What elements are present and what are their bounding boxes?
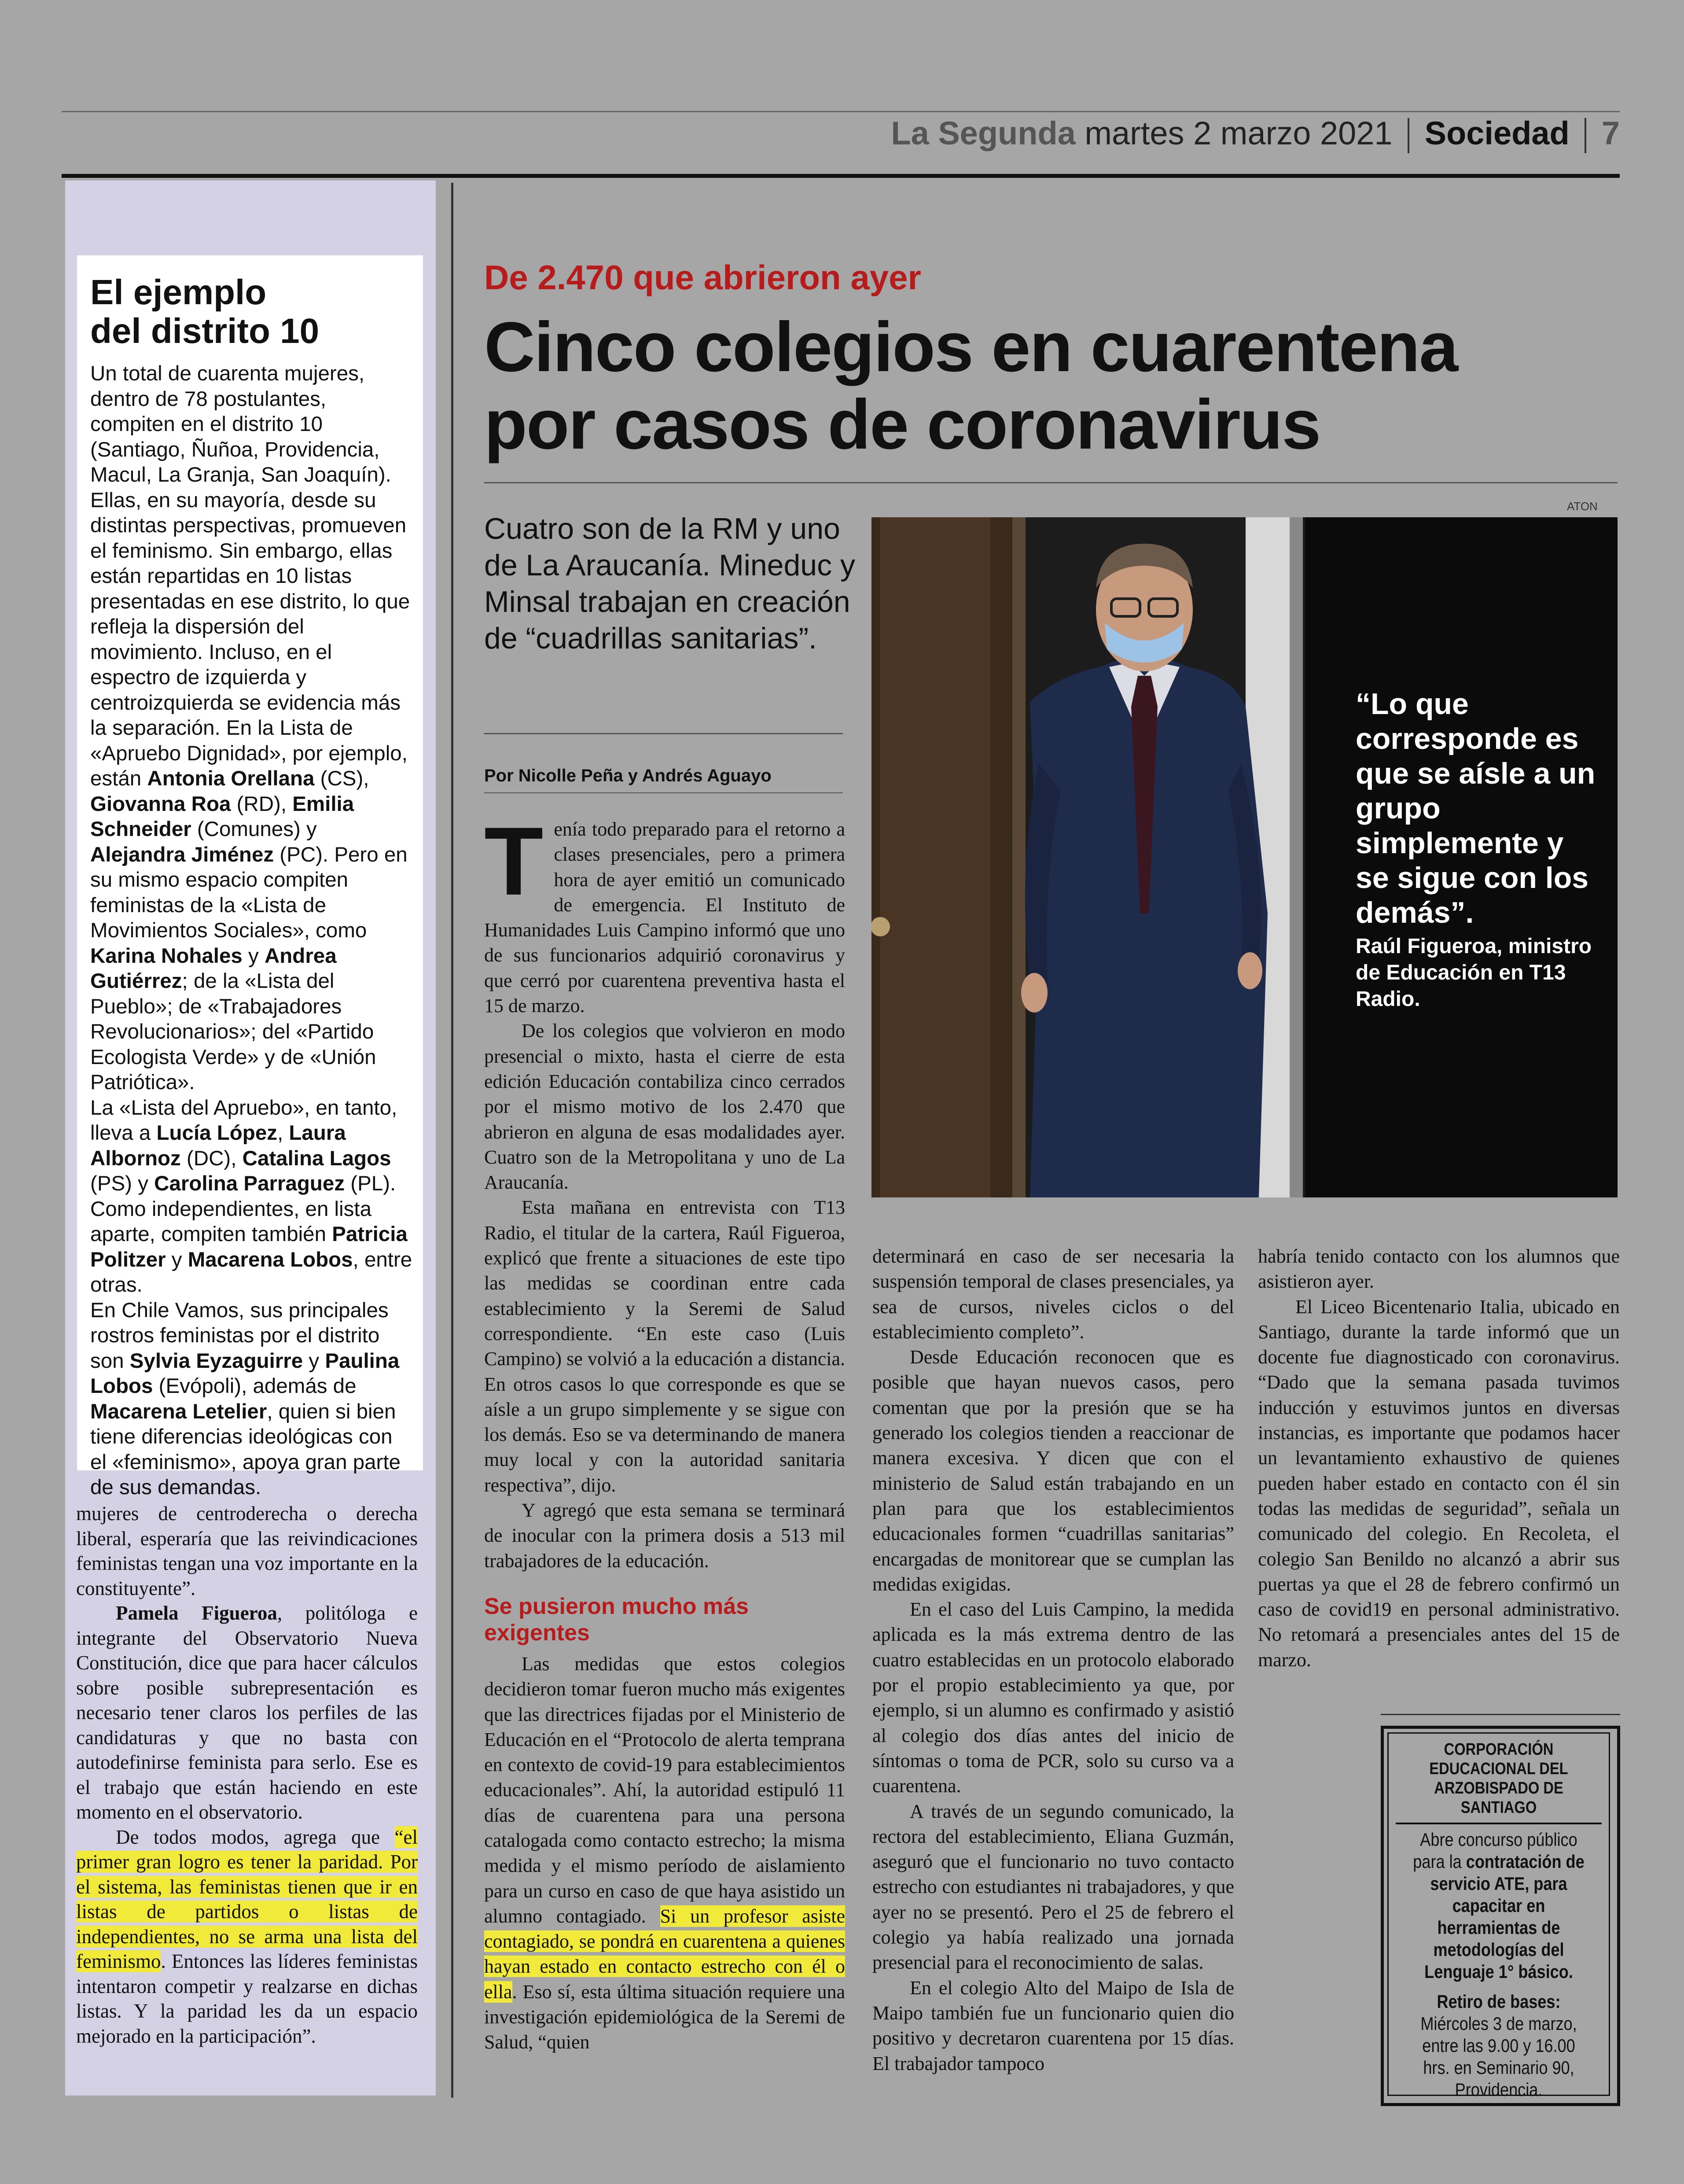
paragraph	[872, 1344, 1234, 1597]
advertisement-inner	[1387, 1732, 1610, 2100]
text-run: (Evópoli), además de	[153, 1374, 357, 1398]
bold-name: Carolina Parraguez	[154, 1172, 345, 1195]
bold-name: Laura Albornoz	[90, 1121, 346, 1170]
column-divider	[451, 183, 453, 2098]
sidebar-continuation	[76, 1501, 418, 2048]
paragraph	[484, 1651, 845, 2055]
header-bottom-rule	[62, 174, 1620, 178]
paragraph	[76, 1601, 418, 1825]
masthead-separator	[1585, 118, 1586, 153]
paragraph	[90, 1298, 414, 1500]
bold-name: Sylvia Eyzaguirre	[129, 1349, 303, 1373]
paragraph	[90, 361, 414, 1095]
paragraph	[484, 1195, 845, 1498]
masthead	[62, 114, 1620, 154]
headline-line: Cinco colegios en cuarentena	[484, 307, 1458, 386]
article-deck: Cuatro son de la RM y uno de La Araucanía. Mineduc y Minsal trabajan en creación de “cuadrillas sanitarias”.	[484, 512, 855, 655]
text-run: (RD),	[231, 792, 293, 816]
text-run: En Chile Vamos, sus principales rostros feministas por el distrito son	[90, 1298, 389, 1373]
ad-top-rule	[1381, 1714, 1620, 1715]
text-run: De los colegios que volvieron en modo presencial o mixto, hasta el cierre de esta edición Educación contabiliza cinco cerrados por el mismo motivo de los 2.470 que abrieron en alguna de esas modalidades ayer. Cuatro son de la Metropolitana y uno de La Araucanía.	[484, 1020, 845, 1193]
masthead-separator	[1408, 118, 1409, 153]
ad-retiro-title: Retiro de bases:	[1437, 1991, 1561, 2012]
sidebar-title-line: del distrito 10	[90, 311, 320, 350]
sidebar-title	[90, 273, 416, 350]
column-1-text	[484, 817, 845, 1573]
text-run: Abre concurso público para la	[1413, 1829, 1577, 1872]
bold-name: contratación de servicio ATE, para capacitar en herramientas de metodologías del Lenguaje 1° básico.	[1424, 1851, 1585, 1982]
ad-retiro-text: Miércoles 3 de marzo, entre las 9.00 y 16.00 hrs. en Seminario 90, Providencia.	[1420, 2013, 1577, 2100]
text-run: Esta mañana en entrevista con T13 Radio, el titular de la cartera, Raúl Figueroa, explicó que frente a situaciones de este tipo las medidas se coordinan entre cada establecimiento y la Seremi de Salud correspondiente. “En este caso (Luis Campino) se volvió a la educación a distancia. En otros casos lo que corresponde es que se aísle a un grupo simplemente y se sigue con los demás. Eso se va determinando de manera muy local y con la autoridad sanitaria respectiva”, dijo.	[484, 1197, 845, 1496]
paragraph	[872, 1244, 1234, 1344]
headline-line: por casos de coronavirus	[484, 385, 1320, 464]
article-headline	[484, 308, 1611, 463]
byline-rule	[484, 792, 843, 793]
bold-name: Patricia Politzer	[90, 1223, 408, 1271]
highlighted-text: Si un profesor asiste contagiado, se pondrá en cuarentena a quienes hayan estado en contacto estrecho con él o ella	[484, 1905, 845, 2003]
bold-name: Macarena Lobos	[188, 1248, 353, 1271]
text-run: y	[165, 1248, 188, 1271]
article-kicker: De 2.470 que abrieron ayer	[484, 258, 921, 297]
text-run: habría tenido contacto con los alumnos que asistieron ayer.	[1258, 1245, 1620, 1293]
text-run: (PL). Como independientes, en lista aparte, compiten también	[90, 1172, 396, 1246]
text-run: En el caso del Luis Campino, la medida aplicada es la más extrema dentro de las cuatro establecidas en un protocolo elaborado por el propio establecimiento ya que, por ejemplo, si un alumno es confirmado y asistió al colegio dos días antes del inicio de síntomas o toma de PCR, solo su curso va a cuarentena.	[872, 1598, 1234, 1797]
pull-quote-attribution: Raúl Figueroa, ministro de Educación en T13 Radio.	[1356, 935, 1592, 1011]
bold-name: Pamela Figueroa	[116, 1602, 277, 1624]
paragraph	[76, 1825, 418, 2049]
drop-cap: T	[484, 817, 544, 915]
article-byline: Por Nicolle Peña y Andrés Aguayo	[484, 766, 772, 785]
bold-name: Giovanna Roa	[90, 792, 231, 816]
text-run: Las medidas que estos colegios decidieron tomar fueron mucho más exigentes que las directrices fijadas por el Ministerio de Educación en el “Protocolo de alerta temprana en contexto de covid-19 para establecimientos educacionales”. Ahí, la autoridad estipuló 11 días de cuarentena para una persona catalogada como contacto estrecho; la misma medida y el mismo período de aislamiento para un curso en caso de que haya asistido un alumno contagiado.	[484, 1653, 845, 1927]
bold-name: Paulina Lobos	[90, 1349, 400, 1398]
text-run: ,	[277, 1121, 289, 1145]
text-run: . Entonces las líderes feministas intentaron competir y realzarse en dichas listas. Y la paridad les da un espacio mejorado en la participación”.	[76, 1950, 418, 2047]
text-run: (CS),	[314, 767, 369, 790]
bold-name: Macarena Letelier	[90, 1400, 267, 1423]
paragraph	[484, 1498, 845, 1573]
text-run: determinará en caso de ser necesaria la suspensión temporal de clases presenciales, ya sea de cursos, niveles ciclos o del establecimiento completo”.	[872, 1245, 1234, 1343]
paragraph	[76, 1501, 418, 1601]
bold-name: Karina Nohales	[90, 944, 243, 968]
article-subhead: Se pusieron mucho más exigentes	[484, 1593, 749, 1646]
text-run: En el colegio Alto del Maipo de Isla de Maipo también fue un funcionario quien dio positivo y decretaron cuarentena por 15 días. El trabajador tampoco	[872, 1977, 1234, 2074]
text-run: , politóloga e integrante del Observatorio Nueva Constitución, dice que para hacer cálculos sobre posible subrepresentación es necesario tener claros los perfiles de las candidaturas y que no basta con autodefinirse feminista para serlo. Ese es el trabajo que están haciendo en este momento en el observatorio.	[76, 1602, 418, 1823]
paragraph	[484, 1018, 845, 1195]
paragraph	[90, 1095, 414, 1298]
text-run: y	[242, 944, 265, 968]
text-run: El Liceo Bicentenario Italia, ubicado en Santiago, durante la tarde informó que un docente fue diagnosticado con coronavirus. “Dado que la semana pasada tuvimos inducción y estuvimos juntos en diversas instancias, es importante que podamos hacer un levantamiento exhaustivo de quienes pueden haber estado en contacto con él sin todas las medidas de seguridad”, señala un comunicado del colegio. En Recoleta, el colegio San Benildo no alcanzó a abrir sus puertas ya que el 28 de febrero confirmó un caso de covid19 en personal administrativo. No retomará a presenciales antes del 15 de marzo.	[1258, 1296, 1620, 1671]
paragraph	[872, 1597, 1234, 1798]
photo-credit: ATON	[1567, 500, 1598, 513]
bold-name: Antonia Orellana	[147, 767, 315, 790]
text-run: y	[303, 1349, 325, 1373]
text-run: (DC),	[180, 1146, 243, 1170]
text-run: , entre otras.	[90, 1248, 412, 1296]
ad-body	[1408, 1829, 1588, 1983]
paragraph	[1258, 1294, 1620, 1672]
text-run: (PC). Pero en su mismo espacio compiten feministas de la «Lista de Movimientos Sociales», como	[90, 843, 408, 942]
text-run: . Eso sí, esta última situación requiere una investigación epidemiológica de la Seremi de Salud, “quien	[484, 1981, 845, 2053]
article-column-1	[484, 817, 845, 2102]
text-run: De todos modos, agrega que	[116, 1826, 395, 1848]
text-run: (PS) y	[90, 1172, 154, 1195]
bold-name: Emilia Schneider	[90, 792, 354, 841]
ad-title: CORPORACIÓN EDUCACIONAL DEL ARZOBISPADO DE SANTIAGO	[1429, 1740, 1568, 1817]
sidebar-body	[90, 361, 414, 1500]
highlighted-text: “el primer gran logro es tener la paridad. Por el sistema, las feministas tienen que ir en listas de partidos o listas de independientes, no se arma una lista del feminismo	[76, 1826, 418, 1972]
paragraph	[1258, 1244, 1620, 1294]
text-run: La «Lista del Apruebo», en tanto, lleva a	[90, 1096, 397, 1145]
column-1b-text	[484, 1651, 845, 2055]
paragraph	[872, 1975, 1234, 2076]
header-top-rule	[62, 111, 1620, 112]
article-column-3	[1258, 1244, 1620, 1684]
text-run: (Comunes) y	[191, 818, 317, 841]
paragraph	[872, 1799, 1234, 1975]
ad-text	[1404, 1829, 1593, 2101]
text-run: enía todo preparado para el retorno a clases presenciales, pero a primera hora de ayer emitió un comunicado de emergencia. El Instituto de Humanidades Luis Campino informó que uno de sus funcionarios adquirió coronavirus y que cerró por cuarentena preventiva hasta el 15 de marzo.	[484, 818, 845, 1017]
text-run: ; de la «Lista del Pueblo»; de «Trabajadores Revolucionarios»; del «Partido Ecologista Verde» y de «Unión Patriótica».	[90, 969, 376, 1094]
text-run: Un total de cuarenta mujeres, dentro de 78 postulantes, compiten en el distrito 10 (Santiago, Ñuñoa, Providencia, Macul, La Granja, San Joaquín). Ellas, en su mayoría, desde su distintas perspectivas, promueven el feminismo. Sin embargo, ellas están repartidas en 10 listas presentadas en ese distrito, lo que refleja la dispersión del movimiento. Incluso, en el espectro de izquierda y centroizquierda se evidencia más la separación. En la Lista de «Apruebo Dignidad», por ejemplo, están	[90, 362, 410, 790]
column-3-text	[1258, 1244, 1620, 1672]
text-run: , quien si bien tiene diferencias ideológicas con el «feminismo», apoya gran parte de sus demandas.	[90, 1400, 401, 1499]
bold-name: Catalina Lagos	[242, 1146, 391, 1170]
text-run: Y agregó que esta semana se terminará de inocular con la primera dosis a 513 mil trabajadores de la educación.	[484, 1499, 845, 1572]
text-run: mujeres de centroderecha o derecha liberal, esperaría que las reivindicaciones feministas tengan una voz importante en la constituyente”.	[76, 1503, 418, 1599]
pull-quote: “Lo que corresponde es que se aísle a un grupo simplemente y se sigue con los demás”.	[1356, 687, 1596, 929]
masthead-section: Sociedad	[1424, 115, 1570, 151]
bold-name: Lucía López	[156, 1121, 277, 1145]
article-column-2	[872, 1244, 1234, 2102]
text-run: Desde Educación reconocen que es posible que hayan nuevos casos, pero comentan que por la presión que se ha generado los colegios tienden a reaccionar de manera excesiva. Y dicen que con el ministerio de Salud están trabajando en un plan para que los establecimientos educacionales formen “cuadrillas sanitarias” encargadas de monitorear que se cumplan las medidas exigidas.	[872, 1346, 1234, 1595]
deck-rule	[484, 733, 843, 734]
page-number: 7	[1601, 115, 1620, 151]
headline-rule	[484, 482, 1618, 483]
column-2-text	[872, 1244, 1234, 2076]
masthead-date: martes 2 marzo 2021	[1085, 115, 1393, 151]
ad-rule	[1396, 1823, 1602, 1824]
masthead-brand: La Segunda	[891, 115, 1076, 151]
bold-name: Andrea Gutiérrez	[90, 944, 337, 993]
bold-name: Alejandra Jiménez	[90, 843, 274, 866]
sidebar-title-line: El ejemplo	[90, 273, 267, 312]
text-run: A través de un segundo comunicado, la rectora del establecimiento, Eliana Guzmán, aseguró que el funcionario no tuvo contacto estrecho con estudiantes ni trabajadores, y que ayer no se presentó. Pero el 25 de febrero el colegio ya había realizado una jornada presencial para el reconocimiento de salas.	[872, 1800, 1234, 1974]
